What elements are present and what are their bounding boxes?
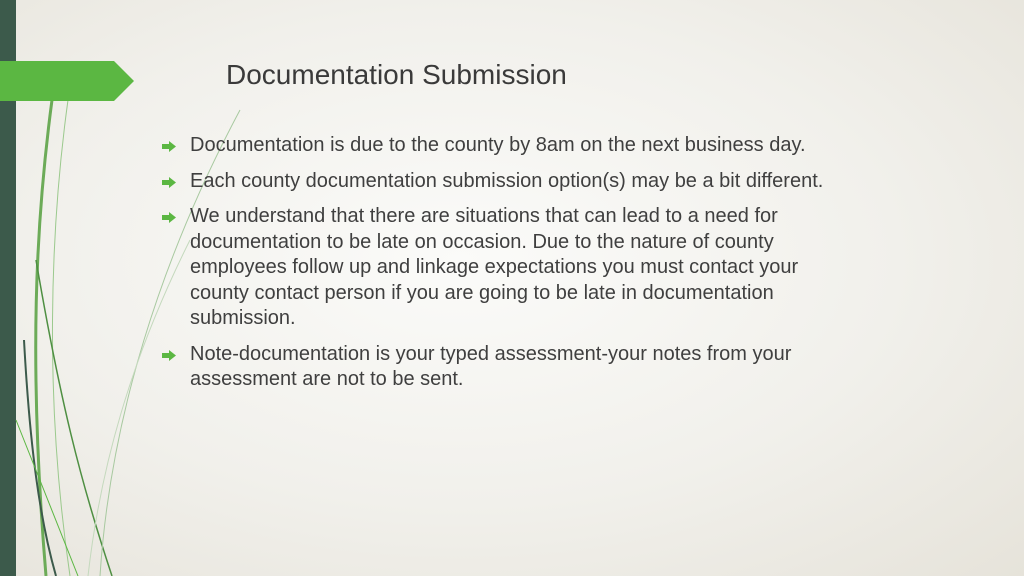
bullet-item (158, 169, 858, 195)
arrow-bullet-icon (162, 177, 176, 188)
bullet-item (158, 133, 858, 159)
bullet-text: Each county documentation submission option(s) may be a bit different. (190, 169, 824, 192)
bullet-item (158, 204, 858, 332)
bullet-text: We understand that there are situations that can lead to a need for documentation to be late on occasion. Due to the nature of county employees follow up and linkage expectations you must contact your county contact person if you are going to be late in documentation submission. (190, 205, 799, 329)
slide-title: Documentation Submission (226, 59, 567, 90)
bullet-list (158, 133, 858, 403)
arrow-bullet-icon (162, 212, 176, 223)
arrow-bullet-icon (162, 141, 176, 152)
title-accent-arrow (0, 61, 134, 101)
arrow-bullet-icon (162, 350, 176, 361)
bullet-text: Note-documentation is your typed assessment-your notes from your assessment are not to be sent. (190, 342, 792, 390)
bullet-item (158, 342, 858, 393)
bullet-text: Documentation is due to the county by 8am on the next business day. (190, 134, 806, 156)
